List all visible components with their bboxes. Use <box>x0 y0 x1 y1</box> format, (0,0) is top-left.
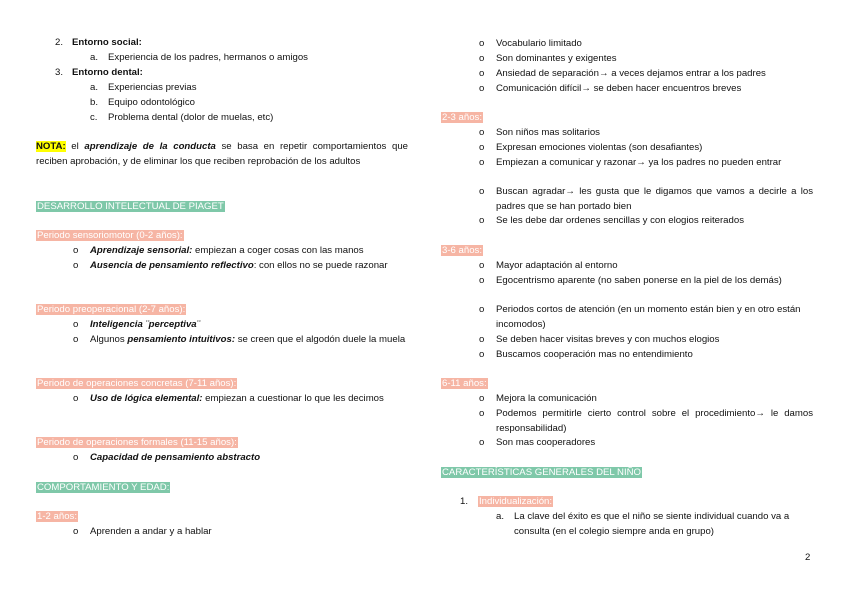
age-3-6-item-2: Egocentrismo aparente (no saben ponerse en la piel de los demás) <box>496 275 782 286</box>
formales-bullet-1: Capacidad de pensamiento abstracto <box>90 452 261 463</box>
caracteristicas-heading: CARACTERÍSTICAS GENERALES DEL NIÑO <box>442 467 642 478</box>
age-2-3-heading: 2-3 años: <box>442 112 483 123</box>
bullet: o <box>73 319 79 330</box>
piaget-heading: DESARROLLO INTELECTUAL DE PIAGET <box>37 201 224 212</box>
item-2-number: 2. <box>55 37 64 48</box>
bullet: o <box>73 245 79 256</box>
age-2-3-item-2: Expresan emociones violentas (son desafiantes) <box>496 142 703 153</box>
page-number: 2 <box>805 552 811 563</box>
entorno-social-a-label: a. <box>90 52 99 63</box>
age-3-6-item-4: Se deben hacer visitas breves y con muchos elogios <box>496 334 720 345</box>
bullet: o <box>479 304 485 315</box>
age-6-11-item-2: Podemos permitirle cierto control sobre el procedimiento→ le damos responsabilidad) <box>496 408 813 434</box>
entorno-dental-c-label: c. <box>90 112 98 123</box>
comportamiento-heading: COMPORTAMIENTO Y EDAD: <box>37 482 170 493</box>
bullet: o <box>73 393 79 404</box>
entorno-social-title: Entorno social: <box>72 37 142 48</box>
bullet: o <box>479 275 485 286</box>
individualizacion-a-text: La clave del éxito es que el niño se siente individual cuando va a consulta (en el colegio siempre anda en grupo) <box>514 511 790 537</box>
nota-paragraph <box>36 140 408 170</box>
bullet: o <box>479 334 485 345</box>
individualizacion-title: Individualización: <box>479 496 553 507</box>
entorno-dental-b-text: Equipo odontológico <box>108 97 195 108</box>
age-1-2-heading: 1-2 años: <box>37 511 78 522</box>
formales-heading: Periodo de operaciones formales (11-15 años): <box>37 437 237 448</box>
age-3-6-heading: 3-6 años: <box>442 245 483 256</box>
bullet: o <box>479 38 485 49</box>
item-3-number: 3. <box>55 67 64 78</box>
nota-rest: se basa en repetir comportamientos que reciben aprobación, y de eliminar los que reciben reprobación de los adultos <box>36 141 408 167</box>
bullet: o <box>479 215 485 226</box>
bullet: o <box>479 437 485 448</box>
sensoriomotor-bullet-1: Aprendizaje sensorial: empiezan a coger cosas con las manos <box>90 245 364 256</box>
bullet: o <box>479 127 485 138</box>
bullet: o <box>479 157 485 168</box>
concretas-heading: Periodo de operaciones concretas (7-11 años): <box>37 378 237 389</box>
sensoriomotor-heading: Periodo sensoriomotor (0-2 años): <box>37 230 183 241</box>
age-3-6-item-1: Mayor adaptación al entorno <box>496 260 618 271</box>
entorno-dental-b-label: b. <box>90 97 99 108</box>
entorno-dental-c-text: Problema dental (dolor de muelas, etc) <box>108 112 274 123</box>
bullet: o <box>479 408 485 419</box>
bullet: o <box>73 452 79 463</box>
age-2-3-item-4: Buscan agradar→ les gusta que le digamos que vamos a decirle a los padres que se han portado bien <box>496 186 813 212</box>
bullet: o <box>479 68 485 79</box>
bullet: o <box>479 83 485 94</box>
bullet: o <box>479 349 485 360</box>
entorno-dental-a-text: Experiencias previas <box>108 82 197 93</box>
entorno-dental-a-label: a. <box>90 82 99 93</box>
bullet: o <box>479 53 485 64</box>
sensoriomotor-bullet-2: Ausencia de pensamiento reflectivo: con ellos no se puede razonar <box>90 260 388 271</box>
top-item-4: Comunicación difícil→ se deben hacer encuentros breves <box>496 83 742 94</box>
preoperacional-bullet-1: Inteligencia ¨perceptiva¨ <box>90 319 200 330</box>
individualizacion-number: 1. <box>460 496 469 507</box>
age-3-6-item-5: Buscamos cooperación mas no entendimiento <box>496 349 693 360</box>
age-3-6-item-3: Periodos cortos de atención (en un momento están bien y en otro están incomodos) <box>496 304 801 330</box>
concretas-bullet-1: Uso de lógica elemental: empiezan a cuestionar lo que les decimos <box>90 393 384 404</box>
age-1-2-bullet-1: Aprenden a andar y a hablar <box>90 526 212 537</box>
bullet: o <box>73 334 79 345</box>
preoperacional-bullet-2: Algunos pensamiento intuitivos: se creen que el algodón duele la muela <box>90 334 406 345</box>
age-2-3-item-5: Se les debe dar ordenes sencillas y con elogios reiterados <box>496 215 744 226</box>
age-2-3-item-1: Son niños mas solitarios <box>496 127 600 138</box>
age-6-11-item-1: Mejora la comunicación <box>496 393 597 404</box>
nota-tag: NOTA: <box>36 141 66 152</box>
age-6-11-item-3: Son mas cooperadores <box>496 437 596 448</box>
bullet: o <box>479 260 485 271</box>
age-2-3-item-3: Empiezan a comunicar y razonar→ ya los padres no pueden entrar <box>496 157 782 168</box>
bullet: o <box>479 186 485 197</box>
entorno-dental-title: Entorno dental: <box>72 67 143 78</box>
nota-emph: aprendizaje de la conducta <box>84 141 216 152</box>
bullet: o <box>73 526 79 537</box>
nota-pre: el <box>65 141 85 152</box>
top-item-2: Son dominantes y exigentes <box>496 53 617 64</box>
bullet: o <box>479 393 485 404</box>
preoperacional-heading: Periodo preoperacional (2-7 años): <box>37 304 186 315</box>
top-item-1: Vocabulario limitado <box>496 38 582 49</box>
top-item-3: Ansiedad de separación→ a veces dejamos entrar a los padres <box>496 68 766 79</box>
bullet: o <box>479 142 485 153</box>
entorno-social-a-text: Experiencia de los padres, hermanos o amigos <box>108 52 308 63</box>
individualizacion-a-label: a. <box>496 511 505 522</box>
age-6-11-heading: 6-11 años: <box>442 378 487 389</box>
bullet: o <box>73 260 79 271</box>
